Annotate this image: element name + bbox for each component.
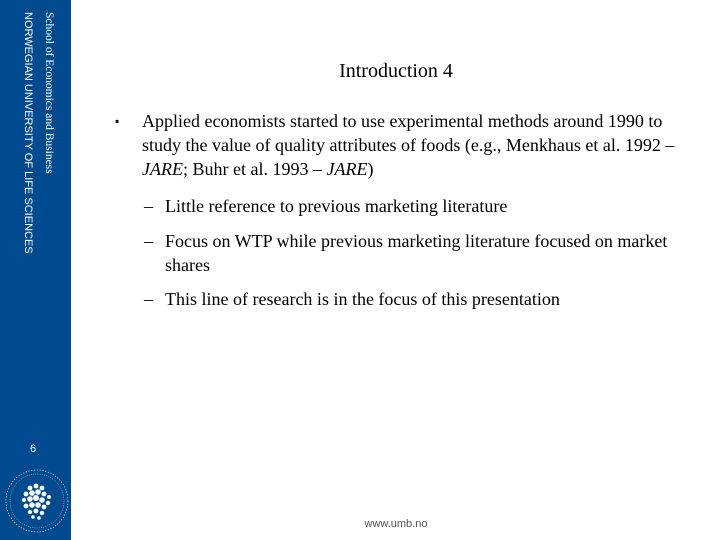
sidebar [0, 0, 71, 540]
bullet-text-part-2: ; Buhr et al. 1993 – [182, 159, 327, 179]
bullet-text-part-3: ) [367, 159, 374, 179]
sub-bullet-dash: – [144, 196, 153, 216]
footer-url: www.umb.no [364, 518, 428, 530]
school-name: School of Economics and Business [43, 12, 55, 174]
sub-bullet-dash: – [144, 289, 153, 309]
sub-bullet [115, 229, 695, 277]
sub-bullet [115, 194, 695, 218]
sub-bullet-text: This line of research is in the focus of this presentation [165, 289, 560, 309]
slide-title: Introduction 4 [339, 60, 453, 82]
bullet-marker: ▪ [115, 114, 120, 128]
journal-abbreviation-1: JARE [142, 159, 183, 179]
sub-bullet-text: Focus on WTP while previous marketing literature focused on market shares [165, 231, 668, 275]
main-bullet [115, 109, 695, 181]
university-logo-icon [2, 466, 72, 536]
slide-number: 6 [30, 443, 37, 455]
journal-abbreviation-2: JARE [326, 159, 368, 179]
bullet-text-part-1: Applied economists started to use experimental methods around 1990 to study the value of quality attributes of foods (e.g., Menkhaus et al. 1992 – [142, 111, 675, 155]
sub-bullet-dash: – [144, 231, 153, 251]
sub-bullet-text: Little reference to previous marketing literature [165, 196, 508, 216]
slide-content [115, 109, 695, 311]
university-name: NORWEGIAN UNIVERSITY OF LIFE SCIENCES [22, 12, 34, 254]
sub-bullet [115, 287, 695, 311]
